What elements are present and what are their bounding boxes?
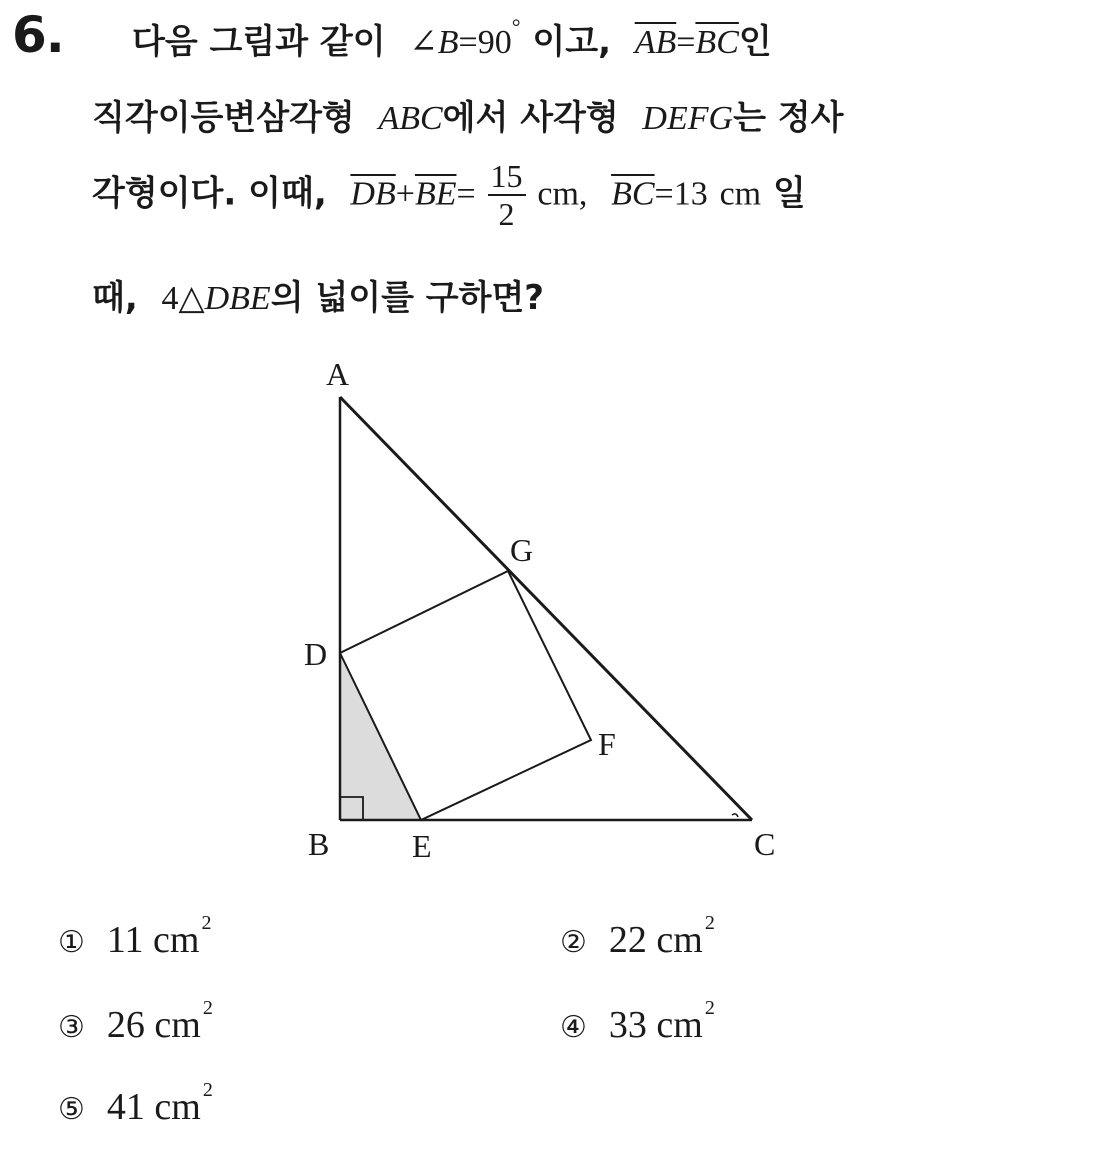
side-ac [340,397,752,820]
comma: , [578,175,588,213]
segment-db: $\overline{DB}$ [350,175,396,213]
fraction-15-2 [488,158,526,232]
value-13: 13 [673,175,708,213]
text: 각형이다. 이때, [92,173,327,214]
equals: = [676,24,696,61]
triangle-abc: ABC [378,100,443,137]
triangle-dbe: DBE [204,280,271,317]
equals: = [456,175,476,213]
option-3[interactable] [58,997,213,1047]
option-marker: ④ [560,1010,587,1045]
text: 일 [772,173,806,214]
four-triangle: 4△ [161,280,205,317]
label-d: D [304,636,328,672]
option-4[interactable] [560,997,715,1047]
label-g: G [510,532,534,568]
question-line-3 [92,158,806,232]
option-value: 22 [608,919,647,961]
option-exponent: 2 [704,997,715,1019]
option-marker: ② [560,925,587,960]
segment-be: $\overline{BE}$ [414,175,457,213]
option-unit: cm [153,919,200,961]
option-value: 33 [608,1004,647,1046]
square-defg: DEFG [642,100,734,137]
option-1[interactable] [58,912,212,962]
question-line-2 [92,90,843,139]
text: 에서 사각형 [442,98,619,138]
unit-cm: cm [719,175,762,213]
equals-90: =90 [458,24,512,61]
text: 의 넓이를 구하면? [270,278,545,318]
option-2[interactable] [560,912,715,962]
angle-mark-c [732,814,738,817]
degree-sign: ° [511,14,521,39]
label-e: E [412,828,432,864]
label-c: C [754,826,776,862]
geometry-figure [290,355,810,875]
option-value: 11 [106,919,144,961]
text: 때, [92,278,138,318]
option-exponent: 2 [202,997,213,1019]
text: 이고, [532,22,611,62]
option-unit: cm [154,1004,201,1046]
label-a: A [326,356,350,392]
option-marker: ⑤ [58,1092,85,1127]
label-b: B [308,826,330,862]
unit-cm: cm [537,175,579,213]
segment-bc: $\overline{BC}$ [611,175,655,213]
option-value: 41 [106,1086,145,1128]
question-number: 6. [12,6,64,64]
option-unit: cm [656,1004,703,1046]
option-exponent: 2 [202,1079,213,1101]
segment-bc: $\overline{BC}$ [695,24,739,61]
plus: + [395,175,415,213]
label-f: F [598,726,616,762]
denominator: 2 [498,196,515,232]
numerator: 15 [488,158,526,196]
angle-b: ∠B [409,24,459,61]
text: 는 정사 [733,98,844,138]
option-exponent: 2 [201,912,212,934]
option-unit: cm [154,1086,201,1128]
option-exponent: 2 [704,912,715,934]
question-line-4 [92,270,544,319]
text: 인 [738,22,772,62]
option-unit: cm [656,919,703,961]
text: 다음 그림과 같이 [132,22,386,62]
option-value: 26 [106,1004,145,1046]
text: 직각이등변삼각형 [92,98,355,138]
equals: = [654,175,674,213]
segment-ab: $\overline{AB}$ [634,24,677,61]
option-marker: ③ [58,1010,85,1045]
option-marker: ① [58,925,85,960]
option-5[interactable] [58,1079,213,1129]
question-line-1 [132,14,772,63]
